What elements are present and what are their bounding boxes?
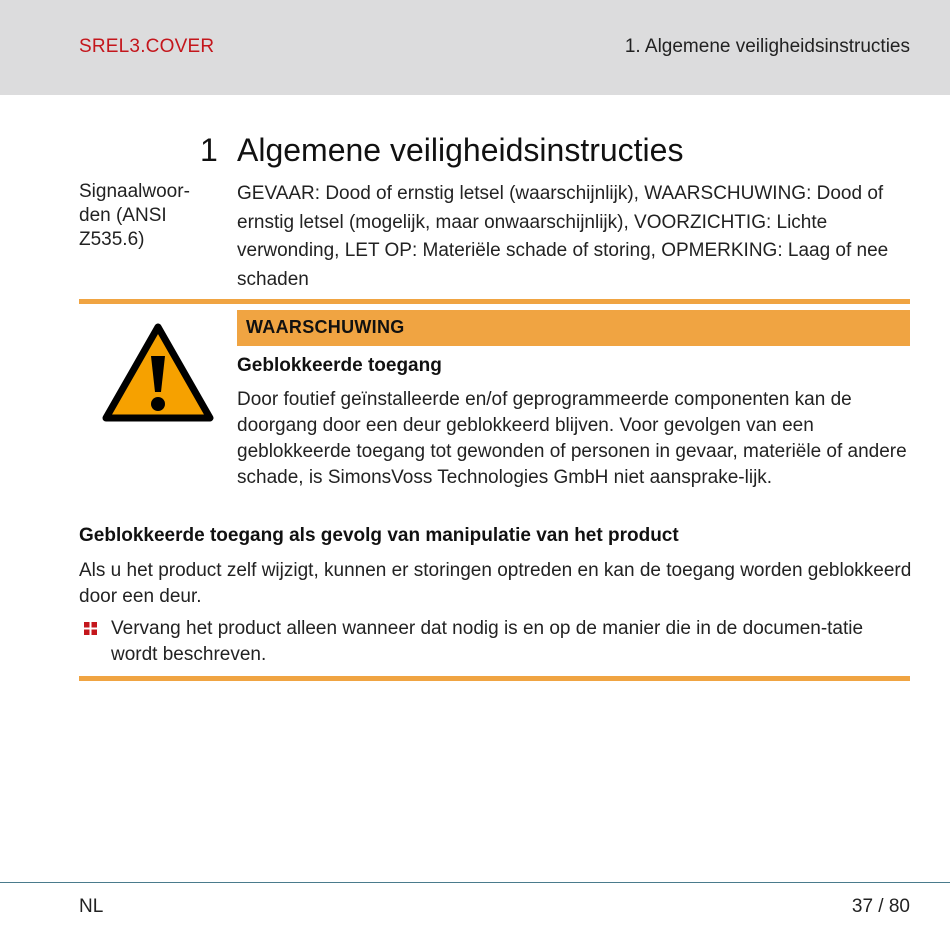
warning-heading: Geblokkeerde toegang (237, 355, 442, 376)
footer-language: NL (79, 896, 104, 917)
warning-triangle-icon (101, 322, 215, 423)
page-header (0, 0, 950, 95)
manipulation-heading: Geblokkeerde toegang als gevolg van manipulatie van het product (79, 525, 679, 546)
signal-words-text: GEVAAR: Dood of ernstig letsel (waarschijnlijk), WAARSCHUWING: Dood of ernstig letsel (mogelijk, maar onwaarschijnlijk), VOORZICHTIG: Lichte verwonding, LET OP: Materiële schade of storing, OPMERKING: Laag of nee schaden (237, 183, 889, 290)
header-section-title: 1. Algemene veiligheidsinstructies (624, 36, 910, 57)
warning-top-rule (79, 299, 910, 304)
warning-label: WAARSCHUWING (246, 317, 405, 337)
footer-page-number: 37 / 80 (851, 896, 910, 917)
chapter-title: Algemene veiligheidsinstructies (237, 132, 684, 168)
manipulation-body: Als u het product zelf wijzigt, kunnen er storingen optreden en kan de toegang worden geblokkeerd door een deur. (79, 560, 912, 607)
signal-words-label: Signaalwoor-den (ANSI Z535.6) (79, 181, 190, 250)
chapter-number: 1 (200, 132, 218, 168)
footer-divider (0, 882, 950, 883)
warning-banner (237, 310, 910, 346)
grid-bullet-icon (84, 622, 97, 635)
brand-title: SREL3.COVER (79, 36, 215, 57)
warning-bottom-rule (79, 676, 910, 681)
manipulation-bullet: Vervang het product alleen wanneer dat nodig is en op de manier die in de documen-tatie wordt beschreven. (111, 618, 864, 665)
warning-body: Door foutief geïnstalleerde en/of geprogrammeerde componenten kan de doorgang door een deur geblokkeerd blijven. Voor gevolgen van een geblokkeerde toegang tot gewonden of personen in gevaar, materiële of andere schade, is SimonsVoss Technologies GmbH niet aansprake-lijk. (237, 389, 907, 488)
